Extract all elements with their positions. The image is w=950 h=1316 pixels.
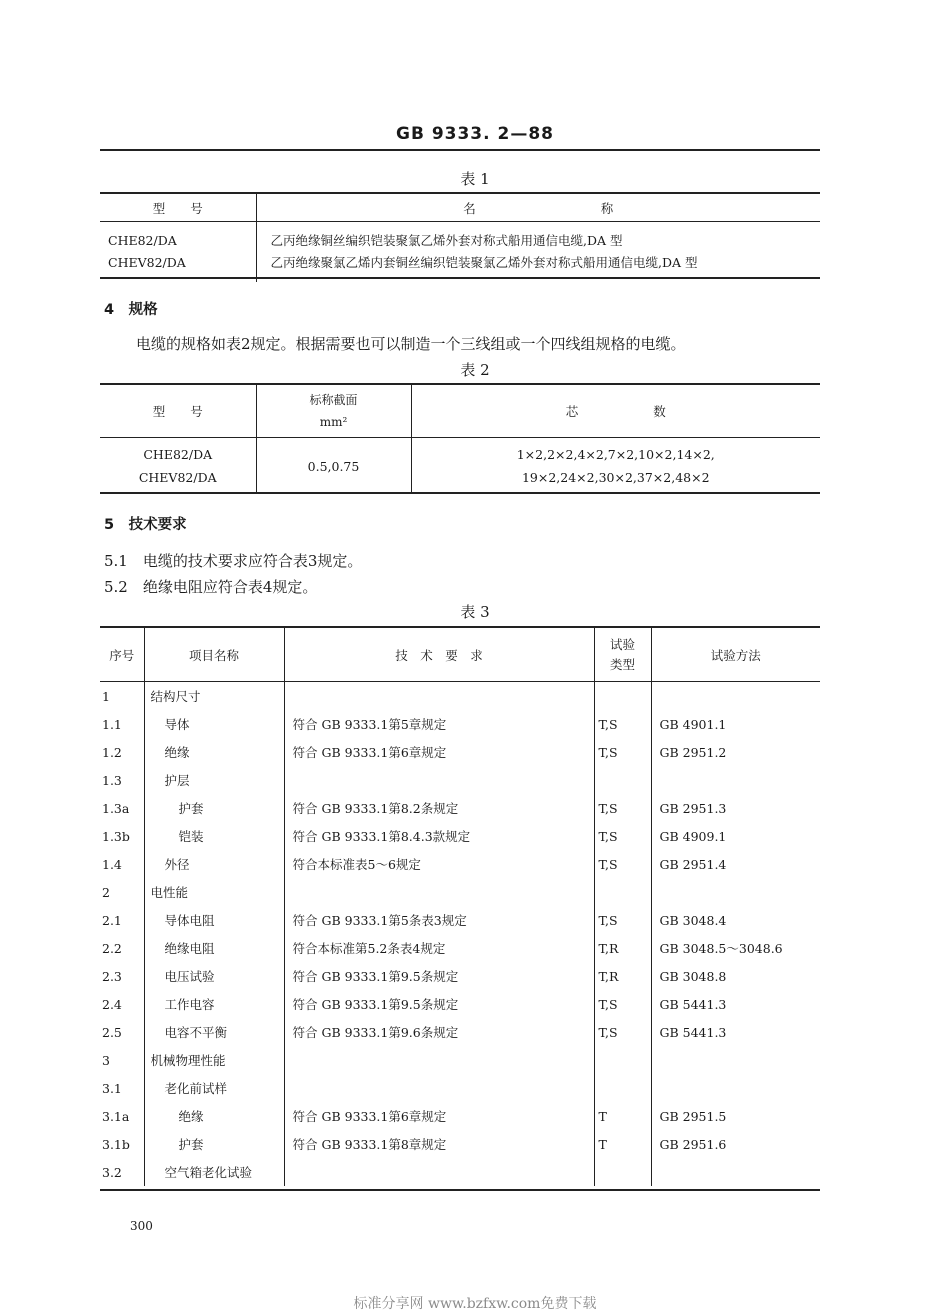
table3-cell-no: 2.3	[102, 968, 122, 984]
table-row	[100, 822, 820, 850]
table3-cell-type: T	[594, 1130, 651, 1158]
table3-cell-type: T,S	[594, 738, 651, 766]
table3-cell-item: 结构尺寸	[144, 682, 284, 711]
table1-col-name: 名 称	[256, 194, 820, 222]
table-row	[100, 1130, 820, 1158]
table3-cell-req: 符合 GB 9333.1第5章规定	[284, 710, 594, 738]
table3-cell-method: GB 4901.1	[651, 710, 820, 738]
table3-col-type-line: 类型	[609, 656, 635, 672]
table3-cell-req	[284, 766, 594, 794]
table3-col-item: 项目名称	[144, 628, 284, 682]
table3-cell-type: T,S	[594, 794, 651, 822]
table2-bottom-rule	[100, 492, 820, 494]
table2-col-section-unit: mm²	[319, 415, 348, 429]
table2-caption: 表 2	[460, 361, 490, 379]
table3-cell-method: GB 2951.2	[651, 738, 820, 766]
table3-cell-item: 绝缘电阻	[144, 934, 284, 962]
table2-col-model: 型 号	[100, 385, 256, 438]
section5-item1: 5.1 电缆的技术要求应符合表3规定。	[104, 552, 363, 570]
section5-heading: 5 技术要求	[104, 517, 187, 533]
table1-name: 乙丙绝缘铜丝编织铠装聚氯乙烯外套对称式船用通信电缆,DA 型	[256, 229, 820, 251]
table3-cell-item: 工作电容	[144, 990, 284, 1018]
table3-cell-no: 3.2	[102, 1164, 122, 1180]
table-row	[100, 1018, 820, 1046]
table3-cell-item: 电压试验	[144, 962, 284, 990]
table1	[100, 194, 820, 282]
table3-cell-req: 符合 GB 9333.1第8.4.3款规定	[284, 822, 594, 850]
table3-cell-item: 老化前试样	[144, 1074, 284, 1102]
table3-cell-req: 符合 GB 9333.1第9.5条规定	[284, 962, 594, 990]
table3-cell-method	[651, 1046, 820, 1074]
table3-cell-req	[284, 1046, 594, 1074]
table2-cores-line: 19×2,24×2,30×2,37×2,48×2	[521, 470, 710, 485]
table3-cell-req: 符合 GB 9333.1第5条表3规定	[284, 906, 594, 934]
table3-cell-type: T,R	[594, 962, 651, 990]
table3	[100, 628, 820, 1186]
table3-cell-req: 符合 GB 9333.1第9.5条规定	[284, 990, 594, 1018]
table3-cell-method: GB 2951.3	[651, 794, 820, 822]
table3-cell-item: 导体电阻	[144, 906, 284, 934]
table3-col-no: 序号	[100, 628, 144, 682]
table3-cell-type: T,S	[594, 1018, 651, 1046]
table2-col-section-label: 标称截面	[309, 393, 358, 407]
table3-cell-type: T,S	[594, 710, 651, 738]
table2-section-value: 0.5,0.75	[256, 438, 411, 495]
table2-col-cores: 芯 数	[411, 385, 820, 438]
table3-cell-no: 2.4	[102, 996, 122, 1012]
table3-cell-no: 1.3b	[102, 828, 130, 844]
table3-cell-method: GB 2951.5	[651, 1102, 820, 1130]
table3-cell-no: 2.2	[102, 940, 122, 956]
table3-cell-req	[284, 1158, 594, 1186]
table3-cell-method: GB 3048.5～3048.6	[651, 934, 820, 962]
table2-model: CHEV82/DA	[138, 470, 217, 485]
section4-text: 电缆的规格如表2规定。根据需要也可以制造一个三线组或一个四线组规格的电缆。	[136, 335, 686, 353]
section4-heading: 4 规格	[104, 302, 158, 318]
table2-models	[100, 438, 256, 495]
table3-cell-item: 电容不平衡	[144, 1018, 284, 1046]
table3-cell-item: 导体	[144, 710, 284, 738]
table3-cell-method: GB 5441.3	[651, 990, 820, 1018]
table3-cell-type	[594, 878, 651, 906]
table3-cell-method: GB 3048.8	[651, 962, 820, 990]
table-row	[100, 1102, 820, 1130]
table-row	[100, 1074, 820, 1102]
table3-cell-item: 绝缘	[144, 738, 284, 766]
header-rule	[100, 149, 820, 151]
table3-cell-type: T,R	[594, 934, 651, 962]
table3-cell-method	[651, 878, 820, 906]
table3-col-method: 试验方法	[651, 628, 820, 682]
table-row	[100, 1046, 820, 1074]
table-row	[100, 990, 820, 1018]
table3-cell-no: 3.1	[102, 1080, 122, 1096]
table3-col-req: 技 术 要 求	[284, 628, 594, 682]
table3-cell-method	[651, 766, 820, 794]
table3-cell-req	[284, 878, 594, 906]
table-row	[100, 766, 820, 794]
table-row	[100, 1158, 820, 1186]
table3-cell-no: 1.1	[102, 716, 122, 732]
table3-cell-item: 护套	[144, 794, 284, 822]
table3-cell-type: T,S	[594, 990, 651, 1018]
table3-cell-req	[284, 1074, 594, 1102]
table3-cell-method: GB 5441.3	[651, 1018, 820, 1046]
table3-cell-req: 符合 GB 9333.1第6章规定	[284, 1102, 594, 1130]
section5-item2: 5.2 绝缘电阻应符合表4规定。	[104, 578, 318, 596]
table-row	[100, 682, 820, 711]
table1-caption: 表 1	[460, 170, 490, 188]
table3-cell-item: 机械物理性能	[144, 1046, 284, 1074]
table2-model: CHE82/DA	[143, 447, 213, 462]
table3-cell-item: 护套	[144, 1130, 284, 1158]
table3-cell-method: GB 4909.1	[651, 822, 820, 850]
table3-cell-item: 电性能	[144, 878, 284, 906]
table-row	[100, 229, 820, 251]
table3-cell-req	[284, 682, 594, 711]
table-row	[100, 850, 820, 878]
table3-cell-no: 2.1	[102, 912, 122, 928]
table3-cell-req: 符合 GB 9333.1第8章规定	[284, 1130, 594, 1158]
table3-cell-type	[594, 682, 651, 711]
table3-cell-req: 符合 GB 9333.1第9.6条规定	[284, 1018, 594, 1046]
table3-cell-method: GB 2951.4	[651, 850, 820, 878]
table3-cell-item: 绝缘	[144, 1102, 284, 1130]
table1-model: CHEV82/DA	[108, 254, 186, 270]
table3-cell-method	[651, 682, 820, 711]
page-number: 300	[130, 1219, 153, 1233]
table2-cores	[411, 438, 820, 495]
table2-col-section	[256, 385, 411, 438]
table3-cell-type	[594, 1046, 651, 1074]
table3-cell-item: 空气箱老化试验	[144, 1158, 284, 1186]
table3-cell-req: 符合本标准第5.2条表4规定	[284, 934, 594, 962]
table3-cell-type: T	[594, 1102, 651, 1130]
table3-col-type-line: 试验	[609, 636, 635, 652]
standard-number-header: GB 9333. 2—88	[395, 124, 554, 144]
table1-name: 乙丙绝缘聚氯乙烯内套铜丝编织铠装聚氯乙烯外套对称式船用通信电缆,DA 型	[256, 251, 820, 273]
table3-cell-req: 符合 GB 9333.1第8.2条规定	[284, 794, 594, 822]
table3-cell-type: T,S	[594, 906, 651, 934]
table3-cell-item: 铠装	[144, 822, 284, 850]
table3-bottom-rule	[100, 1189, 820, 1191]
table3-cell-req: 符合本标准表5～6规定	[284, 850, 594, 878]
table3-cell-method: GB 2951.6	[651, 1130, 820, 1158]
table3-cell-no: 2	[102, 884, 110, 900]
table3-cell-no: 1.4	[102, 856, 122, 872]
table3-cell-no: 3	[102, 1052, 110, 1068]
table3-cell-type: T,S	[594, 822, 651, 850]
table-row	[100, 934, 820, 962]
table-row	[100, 962, 820, 990]
table2-cores-line: 1×2,2×2,4×2,7×2,10×2,14×2,	[516, 447, 715, 462]
table1-col-model: 型 号	[100, 194, 256, 222]
table3-cell-method	[651, 1158, 820, 1186]
table3-cell-no: 2.5	[102, 1024, 122, 1040]
table3-col-type	[594, 628, 651, 682]
table3-cell-type	[594, 766, 651, 794]
table3-cell-no: 1.3	[102, 772, 122, 788]
table2-header-row	[100, 385, 820, 438]
table-row	[100, 251, 820, 273]
table3-caption: 表 3	[460, 603, 490, 621]
table3-header-row	[100, 628, 820, 682]
table3-cell-type	[594, 1158, 651, 1186]
table-row	[100, 738, 820, 766]
table2	[100, 385, 820, 494]
table3-cell-no: 1	[102, 688, 110, 704]
table3-cell-method: GB 3048.4	[651, 906, 820, 934]
table3-cell-no: 3.1b	[102, 1136, 130, 1152]
table3-cell-no: 1.2	[102, 744, 122, 760]
table-row	[100, 438, 820, 495]
table1-bottom-rule	[100, 277, 820, 279]
table1-model: CHE82/DA	[108, 232, 177, 248]
table-row	[100, 878, 820, 906]
table3-cell-type: T,S	[594, 850, 651, 878]
table-row	[100, 710, 820, 738]
table-row	[100, 794, 820, 822]
table-row	[100, 906, 820, 934]
table3-cell-item: 外径	[144, 850, 284, 878]
watermark-text: 标准分享网 www.bzfxw.com免费下载	[353, 1296, 597, 1312]
table1-header-row	[100, 194, 820, 222]
table3-cell-type	[594, 1074, 651, 1102]
table3-cell-no: 1.3a	[102, 800, 130, 816]
table3-cell-item: 护层	[144, 766, 284, 794]
table3-cell-method	[651, 1074, 820, 1102]
table3-cell-no: 3.1a	[102, 1108, 130, 1124]
table3-cell-req: 符合 GB 9333.1第6章规定	[284, 738, 594, 766]
